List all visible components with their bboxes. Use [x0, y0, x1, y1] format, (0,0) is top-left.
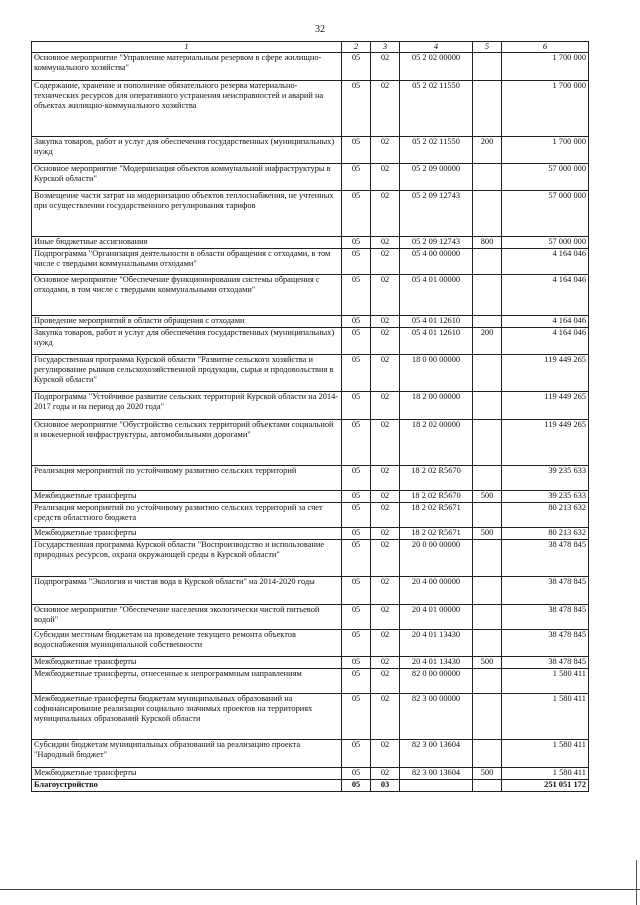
- section-code: 05: [342, 80, 371, 136]
- section-code: 05: [342, 465, 371, 490]
- column-number: 5: [473, 42, 502, 53]
- row-name: Межбюджетные трансферты, отнесенные к непрограммным направлениям: [32, 668, 342, 693]
- table-row: [32, 190, 589, 236]
- expense-type-code: [473, 190, 502, 236]
- expense-type-code: [473, 779, 502, 791]
- expense-type-code: 500: [473, 656, 502, 668]
- amount: 1 580 411: [502, 693, 589, 739]
- table-row: [32, 668, 589, 693]
- table-row: [32, 236, 589, 248]
- subsection-code: 02: [371, 52, 400, 80]
- row-name: Подпрограмма "Организация деятельности в области обращения с отходами, в том числе с твердыми коммунальными отходами": [32, 248, 342, 274]
- subsection-code: 03: [371, 779, 400, 791]
- amount: 1 580 411: [502, 668, 589, 693]
- column-number: 4: [400, 42, 473, 53]
- amount: 80 213 632: [502, 527, 589, 539]
- amount: 1 700 000: [502, 52, 589, 80]
- subsection-code: 02: [371, 136, 400, 163]
- table-row: [32, 779, 589, 791]
- target-article-code: 18 2 02 R5670: [400, 490, 473, 502]
- section-code: 05: [342, 629, 371, 656]
- subsection-code: 02: [371, 465, 400, 490]
- subsection-code: 02: [371, 739, 400, 767]
- row-name: Основное мероприятие "Обеспечение населения экологически чистой питьевой водой": [32, 604, 342, 629]
- amount: 4 164 046: [502, 248, 589, 274]
- subsection-code: 02: [371, 354, 400, 391]
- section-code: 05: [342, 315, 371, 327]
- target-article-code: 20 4 01 13430: [400, 656, 473, 668]
- expense-type-code: 200: [473, 327, 502, 354]
- expense-type-code: [473, 52, 502, 80]
- subsection-code: 02: [371, 539, 400, 576]
- expense-type-code: 200: [473, 136, 502, 163]
- expense-type-code: [473, 668, 502, 693]
- expense-type-code: [473, 604, 502, 629]
- target-article-code: 05 2 02 11550: [400, 80, 473, 136]
- amount: 57 000 000: [502, 236, 589, 248]
- target-article-code: 05 2 02 00000: [400, 52, 473, 80]
- row-name: Содержание, хранение и пополнение обязательного резерва материально-технических ресурсов для оперативного устранения неисправностей и аварий на объектах жилищно-коммунального хозяйства: [32, 80, 342, 136]
- subsection-code: 02: [371, 668, 400, 693]
- section-code: 05: [342, 576, 371, 604]
- table-row: [32, 539, 589, 576]
- amount: 38 478 845: [502, 604, 589, 629]
- page-number: 32: [315, 24, 325, 35]
- subsection-code: 02: [371, 236, 400, 248]
- section-code: 05: [342, 248, 371, 274]
- target-article-code: 18 2 00 00000: [400, 391, 473, 419]
- row-name: Межбюджетные трансферты: [32, 527, 342, 539]
- amount: 251 051 172: [502, 779, 589, 791]
- section-code: 05: [342, 419, 371, 465]
- table-row: [32, 136, 589, 163]
- target-article-code: 82 0 00 00000: [400, 668, 473, 693]
- target-article-code: 18 2 02 R5671: [400, 502, 473, 527]
- subsection-code: 02: [371, 693, 400, 739]
- target-article-code: 18 0 00 00000: [400, 354, 473, 391]
- section-code: 05: [342, 656, 371, 668]
- amount: 38 478 845: [502, 629, 589, 656]
- row-name: Государственная программа Курской области "Развитие сельского хозяйства и регулирование рынков сельскохозяйственной продукции, сырья и продовольствия в Курской области": [32, 354, 342, 391]
- table-body: [32, 52, 589, 791]
- section-code: 05: [342, 779, 371, 791]
- row-name: Субсидии бюджетам муниципальных образований на реализацию проекта "Народный бюджет": [32, 739, 342, 767]
- expense-type-code: [473, 739, 502, 767]
- subsection-code: 02: [371, 315, 400, 327]
- section-code: 05: [342, 767, 371, 779]
- section-code: 05: [342, 391, 371, 419]
- row-name: Межбюджетные трансферты: [32, 767, 342, 779]
- table-row: [32, 502, 589, 527]
- table-row: [32, 52, 589, 80]
- budget-table: [31, 41, 589, 792]
- section-code: 05: [342, 527, 371, 539]
- table-row: [32, 656, 589, 668]
- column-number-header: [32, 42, 589, 53]
- table-row: [32, 327, 589, 354]
- column-number: 3: [371, 42, 400, 53]
- subsection-code: 02: [371, 80, 400, 136]
- table-row: [32, 248, 589, 274]
- row-name: Субсидии местным бюджетам на проведение текущего ремонта объектов водоснабжения муниципальной собственности: [32, 629, 342, 656]
- subsection-code: 02: [371, 604, 400, 629]
- table-row: [32, 315, 589, 327]
- expense-type-code: [473, 391, 502, 419]
- target-article-code: 05 4 01 12610: [400, 315, 473, 327]
- expense-type-code: [473, 248, 502, 274]
- expense-type-code: [473, 693, 502, 739]
- amount: 57 000 000: [502, 190, 589, 236]
- target-article-code: 82 3 00 13604: [400, 739, 473, 767]
- table-row: [32, 604, 589, 629]
- expense-type-code: [473, 629, 502, 656]
- target-article-code: 20 4 01 00000: [400, 604, 473, 629]
- amount: 1 580 411: [502, 739, 589, 767]
- row-name: Основное мероприятие "Модернизация объектов коммунальной инфраструктуры в Курской области": [32, 163, 342, 190]
- table-row: [32, 163, 589, 190]
- target-article-code: 05 4 01 12610: [400, 327, 473, 354]
- row-name: Подпрограмма "Устойчивое развитие сельских территорий Курской области на 2014-2017 годы и на период до 2020 года": [32, 391, 342, 419]
- expense-type-code: [473, 354, 502, 391]
- subsection-code: 02: [371, 248, 400, 274]
- amount: 39 235 633: [502, 490, 589, 502]
- subsection-code: 02: [371, 527, 400, 539]
- target-article-code: 20 0 00 00000: [400, 539, 473, 576]
- expense-type-code: [473, 419, 502, 465]
- subsection-code: 02: [371, 163, 400, 190]
- table-row: [32, 693, 589, 739]
- target-article-code: 20 4 00 00000: [400, 576, 473, 604]
- amount: 1 580 411: [502, 767, 589, 779]
- amount: 119 449 265: [502, 419, 589, 465]
- row-name: Межбюджетные трансферты бюджетам муниципальных образований на софинансирование реализации социально значимых проектов на территориях муниципальных образований Курской области: [32, 693, 342, 739]
- expense-type-code: [473, 315, 502, 327]
- section-code: 05: [342, 190, 371, 236]
- amount: 80 213 632: [502, 502, 589, 527]
- section-code: 05: [342, 604, 371, 629]
- target-article-code: 18 2 02 R5670: [400, 465, 473, 490]
- table-row: [32, 274, 589, 315]
- section-code: 05: [342, 163, 371, 190]
- bottom-rule: [0, 889, 640, 890]
- table-row: [32, 527, 589, 539]
- target-article-code: 05 2 09 00000: [400, 163, 473, 190]
- amount: 38 478 845: [502, 656, 589, 668]
- column-number: 1: [32, 42, 342, 53]
- target-article-code: 05 4 01 00000: [400, 274, 473, 315]
- subsection-code: 02: [371, 419, 400, 465]
- table-row: [32, 629, 589, 656]
- subsection-code: 02: [371, 490, 400, 502]
- expense-type-code: 500: [473, 767, 502, 779]
- section-code: 05: [342, 327, 371, 354]
- row-name: Закупка товаров, работ и услуг для обеспечения государственных (муниципальных) нужд: [32, 327, 342, 354]
- amount: 4 164 046: [502, 327, 589, 354]
- row-name: Благоустройство: [32, 779, 342, 791]
- target-article-code: 20 4 01 13430: [400, 629, 473, 656]
- table-row: [32, 576, 589, 604]
- row-name: Закупка товаров, работ и услуг для обеспечения государственных (муниципальных) нужд: [32, 136, 342, 163]
- expense-type-code: [473, 80, 502, 136]
- amount: 4 164 046: [502, 315, 589, 327]
- row-name: Основное мероприятие "Обустройство сельских территорий объектами социальной и инженерной инфраструктуры, автомобильными дорогами": [32, 419, 342, 465]
- table-row: [32, 465, 589, 490]
- target-article-code: 05 2 09 12743: [400, 236, 473, 248]
- amount: 57 000 000: [502, 163, 589, 190]
- row-name: Межбюджетные трансферты: [32, 656, 342, 668]
- expense-type-code: 500: [473, 527, 502, 539]
- subsection-code: 02: [371, 274, 400, 315]
- column-number: 6: [502, 42, 589, 53]
- expense-type-code: [473, 576, 502, 604]
- amount: 39 235 633: [502, 465, 589, 490]
- section-code: 05: [342, 490, 371, 502]
- expense-type-code: [473, 465, 502, 490]
- table-row: [32, 391, 589, 419]
- expense-type-code: 500: [473, 490, 502, 502]
- subsection-code: 02: [371, 629, 400, 656]
- amount: 38 478 845: [502, 539, 589, 576]
- table-row: [32, 354, 589, 391]
- row-name: Подпрограмма "Экология и чистая вода в Курской области" на 2014-2020 годы: [32, 576, 342, 604]
- expense-type-code: [473, 163, 502, 190]
- section-code: 05: [342, 236, 371, 248]
- subsection-code: 02: [371, 502, 400, 527]
- amount: 119 449 265: [502, 391, 589, 419]
- section-code: 05: [342, 502, 371, 527]
- table-row: [32, 490, 589, 502]
- subsection-code: 02: [371, 190, 400, 236]
- target-article-code: [400, 779, 473, 791]
- row-name: Проведение мероприятий в области обращения с отходами: [32, 315, 342, 327]
- target-article-code: 82 3 00 13604: [400, 767, 473, 779]
- target-article-code: 18 2 02 R5671: [400, 527, 473, 539]
- section-code: 05: [342, 274, 371, 315]
- amount: 4 164 046: [502, 274, 589, 315]
- subsection-code: 02: [371, 576, 400, 604]
- row-name: Основное мероприятие "Управление материальным резервом в сфере жилищно-коммунального хозяйства": [32, 52, 342, 80]
- subsection-code: 02: [371, 327, 400, 354]
- subsection-code: 02: [371, 767, 400, 779]
- subsection-code: 02: [371, 656, 400, 668]
- right-edge-rule: [636, 860, 637, 905]
- table-row: [32, 80, 589, 136]
- row-name: Межбюджетные трансферты: [32, 490, 342, 502]
- target-article-code: 05 4 00 00000: [400, 248, 473, 274]
- amount: 119 449 265: [502, 354, 589, 391]
- section-code: 05: [342, 693, 371, 739]
- row-name: Основное мероприятие "Обеспечение функционирования системы обращения с отходами, в том числе с твердыми коммунальными отходами": [32, 274, 342, 315]
- section-code: 05: [342, 354, 371, 391]
- section-code: 05: [342, 668, 371, 693]
- row-name: Государственная программа Курской области "Воспроизводство и использование природных ресурсов, охрана окружающей среды в Курской области": [32, 539, 342, 576]
- expense-type-code: [473, 539, 502, 576]
- amount: 1 700 000: [502, 80, 589, 136]
- section-code: 05: [342, 539, 371, 576]
- row-name: Возмещение части затрат на модернизацию объектов теплоснабжения, не учтенных при осуществлении государственного регулирования тарифов: [32, 190, 342, 236]
- target-article-code: 82 3 00 00000: [400, 693, 473, 739]
- expense-type-code: [473, 502, 502, 527]
- row-name: Реализация мероприятий по устойчивому развитию сельских территорий: [32, 465, 342, 490]
- amount: 38 478 845: [502, 576, 589, 604]
- target-article-code: 05 2 02 11550: [400, 136, 473, 163]
- section-code: 05: [342, 136, 371, 163]
- subsection-code: 02: [371, 391, 400, 419]
- amount: 1 700 000: [502, 136, 589, 163]
- target-article-code: 05 2 09 12743: [400, 190, 473, 236]
- table-row: [32, 739, 589, 767]
- row-name: Реализация мероприятий по устойчивому развитию сельских территорий за счет средств областного бюджета: [32, 502, 342, 527]
- row-name: Иные бюджетные ассигнования: [32, 236, 342, 248]
- column-number: 2: [342, 42, 371, 53]
- section-code: 05: [342, 52, 371, 80]
- table-row: [32, 419, 589, 465]
- table-row: [32, 767, 589, 779]
- expense-type-code: [473, 274, 502, 315]
- expense-type-code: 800: [473, 236, 502, 248]
- target-article-code: 18 2 02 00000: [400, 419, 473, 465]
- section-code: 05: [342, 739, 371, 767]
